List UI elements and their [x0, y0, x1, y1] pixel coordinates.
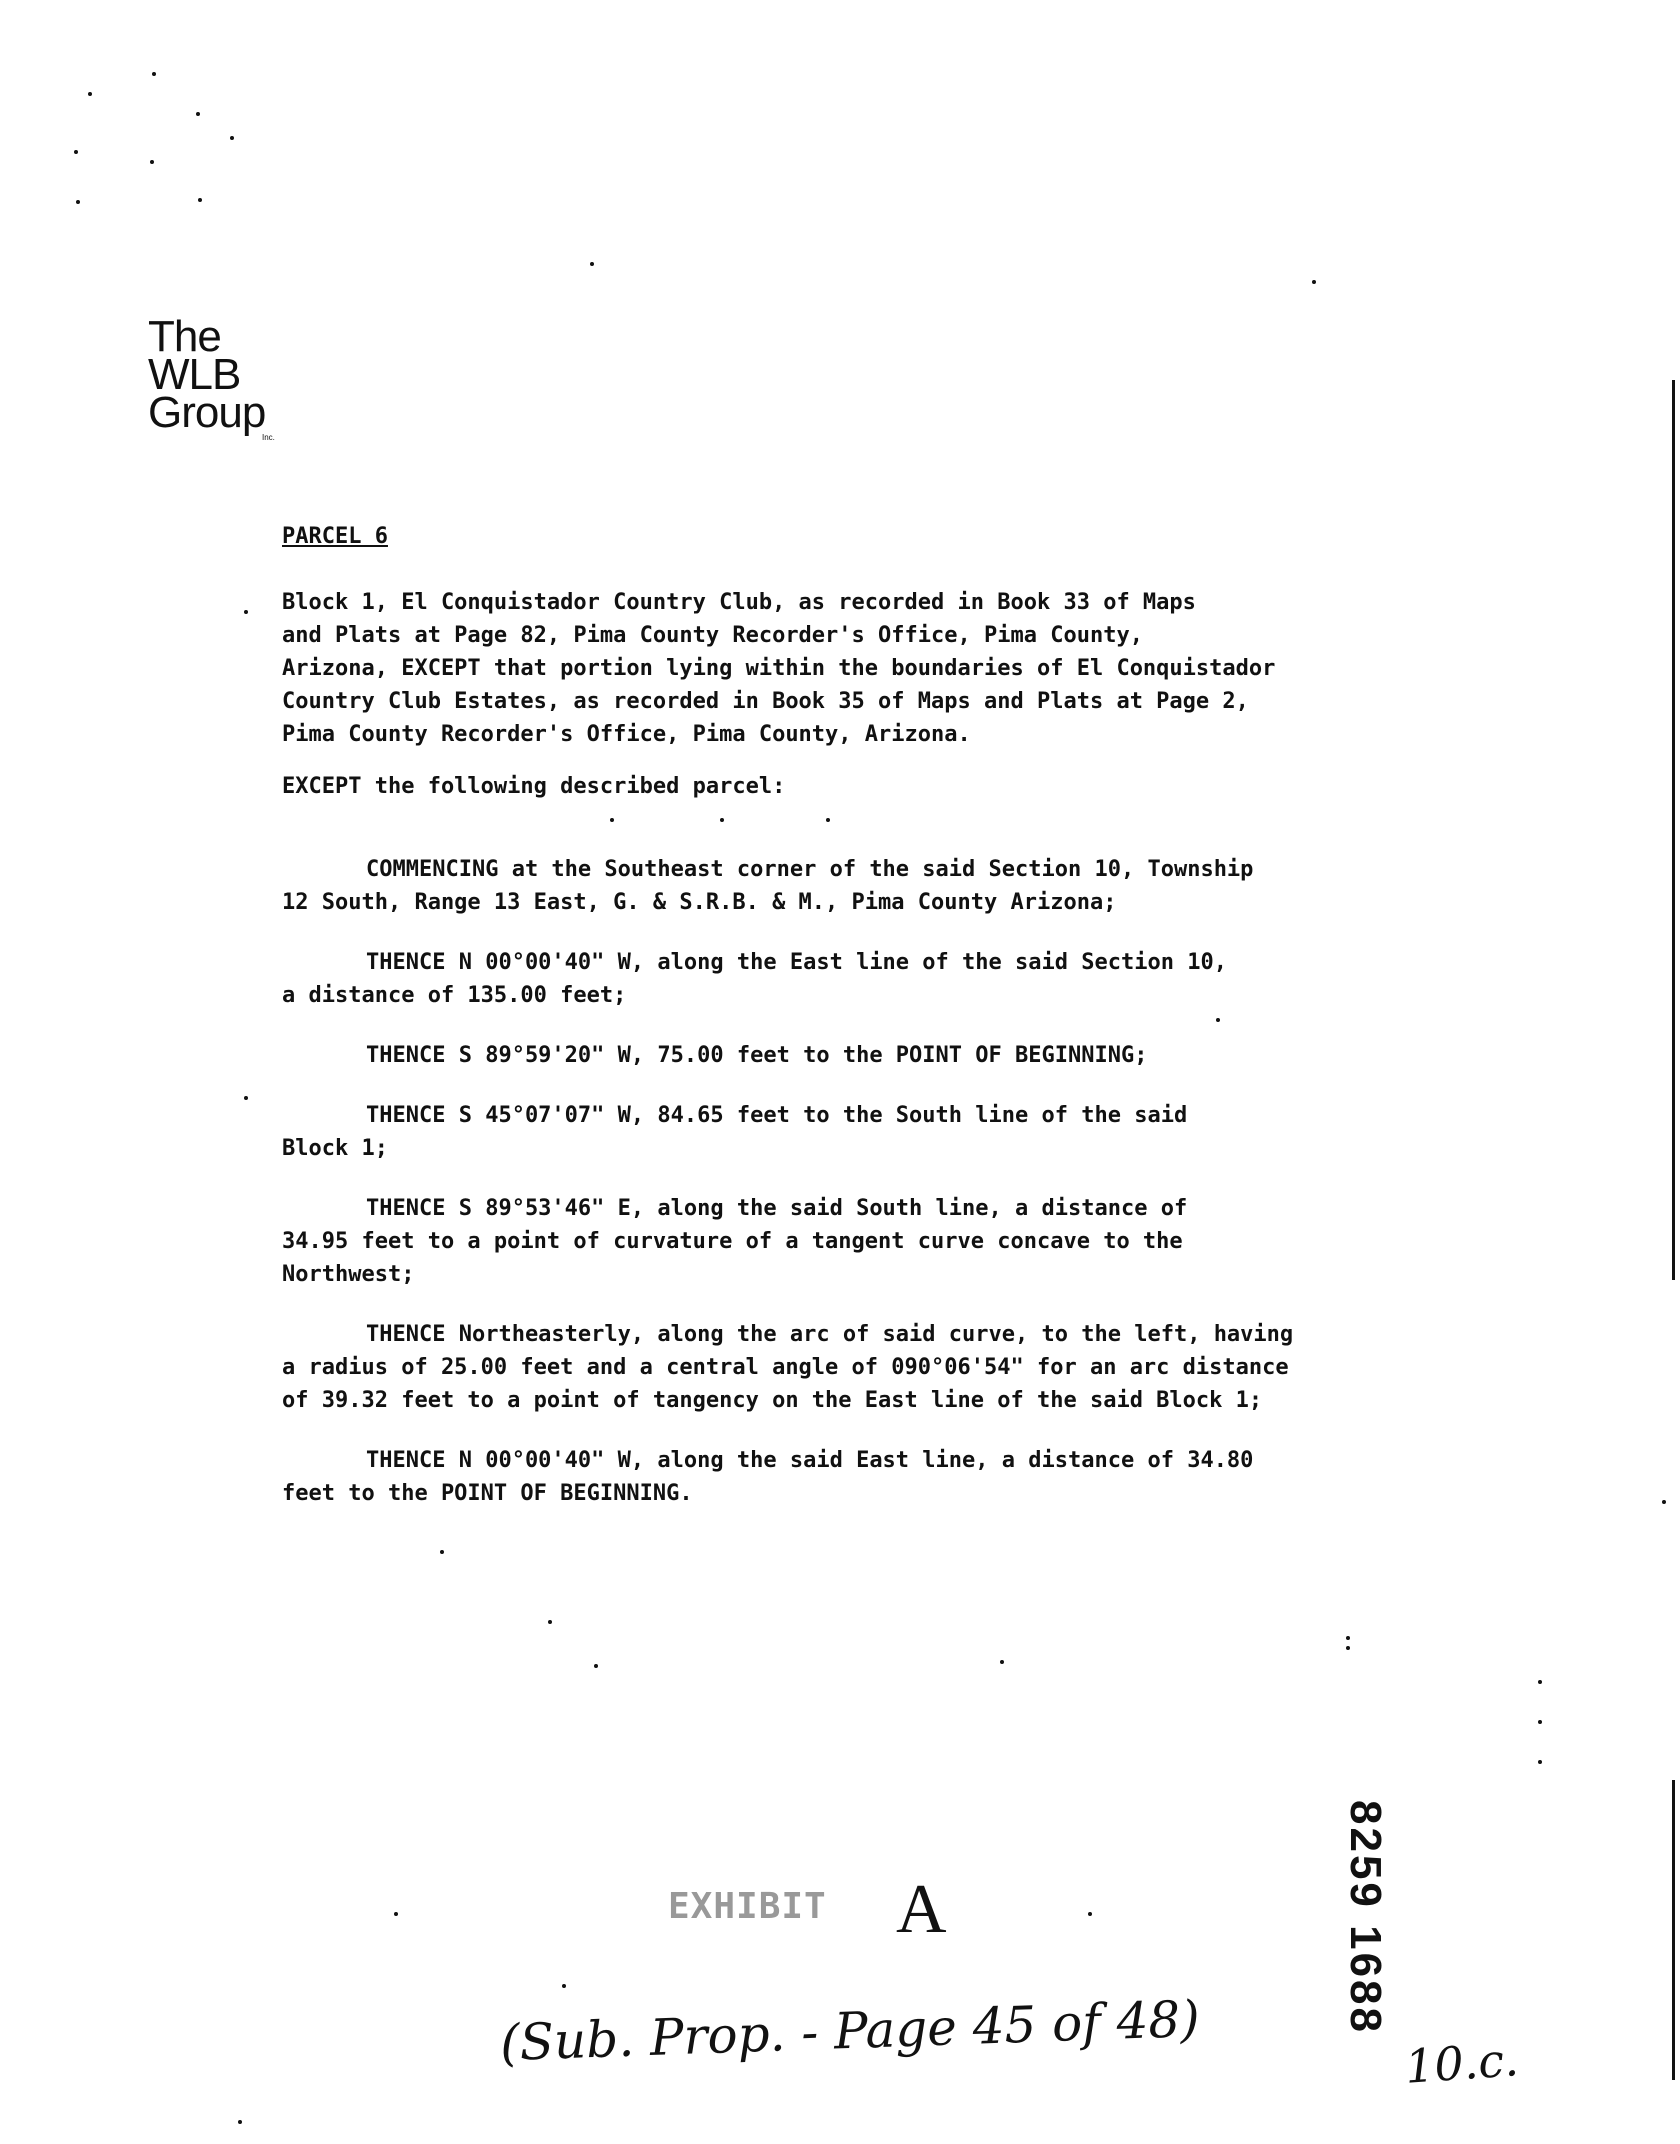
scan-speck: [1538, 1720, 1542, 1724]
thence-clause-1: THENCE N 00°00'40" W, along the East line of the said Section 10, a distance of 135.00 feet;: [282, 950, 1227, 1008]
logo-line-group: Group: [148, 388, 266, 437]
scan-speck: [720, 818, 724, 822]
exhibit-stamp: EXHIBIT: [668, 1886, 827, 1927]
thence-clause-3: THENCE S 45°07'07" W, 84.65 feet to the South line of the said Block 1;: [282, 1103, 1188, 1161]
scan-speck: [1216, 1018, 1220, 1022]
scan-speck: [150, 160, 154, 164]
scan-speck: [74, 150, 78, 154]
parcel-heading: PARCEL 6: [282, 524, 388, 549]
thence-clause-4: THENCE S 89°53'46" E, along the said South line, a distance of 34.95 feet to a point of curvature of a tangent curve concave to the Northwest;: [282, 1196, 1188, 1287]
scan-speck: [394, 1912, 398, 1916]
scan-speck: [1538, 1760, 1542, 1764]
logo-line-the: The: [148, 312, 221, 361]
scan-speck: [1662, 1500, 1666, 1504]
logo-suffix: Inc.: [262, 433, 275, 442]
scan-speck: [76, 200, 80, 204]
scan-speck: [1346, 1646, 1350, 1650]
exhibit-letter: A: [896, 1871, 947, 1948]
scan-speck: [230, 136, 234, 140]
scan-speck: [826, 818, 830, 822]
scan-speck: [238, 2120, 242, 2124]
except-intro: EXCEPT the following described parcel:: [282, 774, 786, 799]
scan-speck: [594, 1664, 598, 1668]
thence-clause-2: THENCE S 89°59'20" W, 75.00 feet to the POINT OF BEGINNING;: [366, 1043, 1148, 1068]
scan-speck: [1000, 1660, 1004, 1664]
scan-speck: [562, 1984, 566, 1988]
thence-clause-6: THENCE N 00°00'40" W, along the said East line, a distance of 34.80 feet to the POINT OF BEGINNING.: [282, 1448, 1254, 1506]
scan-speck: [88, 92, 92, 96]
commencing-clause: COMMENCING at the Southeast corner of the said Section 10, Township 12 South, Range 13 East, G. & S.R.B. & M., Pima County Arizona;: [282, 857, 1254, 915]
scan-speck: [590, 262, 594, 266]
scan-speck: [244, 610, 248, 614]
scan-speck: [198, 198, 202, 202]
scan-speck: [548, 1620, 552, 1624]
thence-clause-5: THENCE Northeasterly, along the arc of said curve, to the left, having a radius of 25.00 feet and a central angle of 090°06'54" for an arc distance of 39.32 feet to a point of tangency on the East line of the said Block 1;: [282, 1322, 1294, 1413]
scan-speck: [440, 1550, 444, 1554]
scan-speck: [1312, 280, 1316, 284]
handwritten-page-note: (Sub. Prop. - Page 45 of 48): [499, 1989, 1201, 2073]
scan-speck: [152, 72, 156, 76]
scan-speck: [1088, 1912, 1092, 1916]
recording-number: 8259 1688: [1341, 1800, 1390, 2035]
scan-speck: [244, 1096, 248, 1100]
parcel-description: Block 1, El Conquistador Country Club, as recorded in Book 33 of Maps and Plats at Page 82, Pima County Recorder's Office, Pima County, Arizona, EXCEPT that portion lying within the boundaries of El Conquistador Country Club Estates, as recorded in Book 35 of Maps and Plats at Page 2, Pima County Recorder's Office, Pima County, Arizona.: [282, 590, 1276, 747]
scan-edge-line: [1672, 1780, 1675, 2080]
scan-speck: [1346, 1636, 1350, 1640]
company-logo: [148, 312, 275, 442]
scan-edge-line: [1672, 380, 1675, 1280]
logo-line-wlb: WLB: [148, 350, 241, 399]
handwritten-reference: 10.c.: [1403, 2032, 1521, 2094]
scan-speck: [196, 112, 200, 116]
scan-speck: [1538, 1680, 1542, 1684]
scan-speck: [610, 818, 614, 822]
